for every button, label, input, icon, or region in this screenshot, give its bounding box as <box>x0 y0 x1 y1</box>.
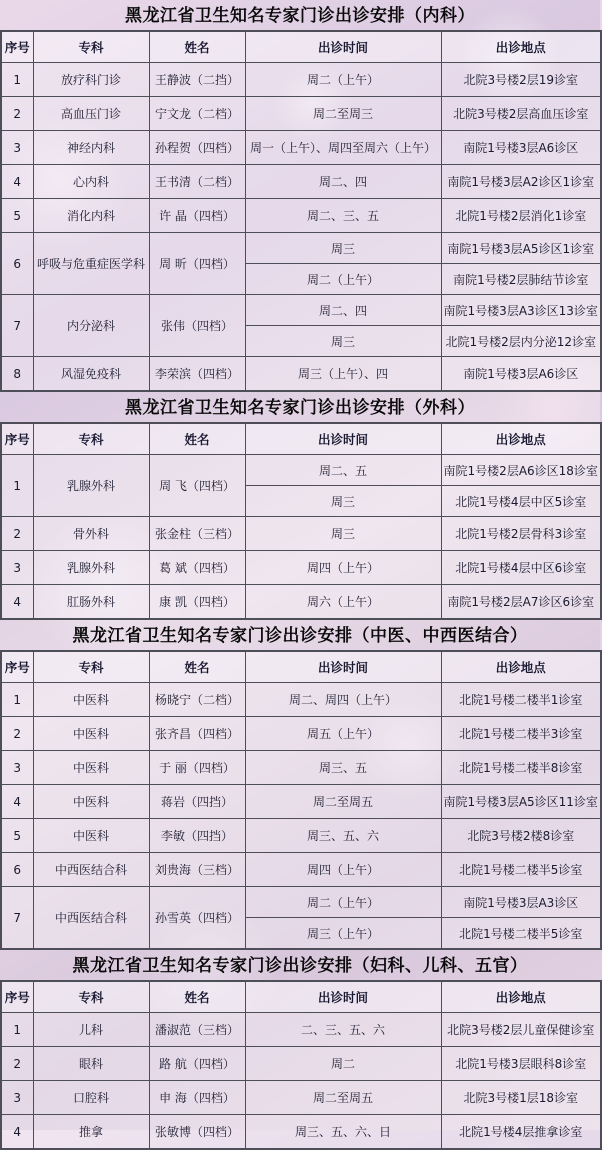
col-header-time: 出诊时间 <box>245 981 441 1013</box>
table-row <box>1 131 601 165</box>
table-title-gyn-ped-ent: 黑龙江省卫生知名专家门诊出诊安排（妇科、儿科、五官） <box>72 956 528 976</box>
row-specialty: 中医科 <box>33 819 149 853</box>
row-time: 周三 <box>245 326 441 357</box>
row-specialty: 中医科 <box>33 717 149 751</box>
row-no: 2 <box>1 97 33 131</box>
row-location: 南院1号楼3层A6诊区 <box>441 131 601 165</box>
table-row <box>1 63 601 97</box>
col-header-location: 出诊地点 <box>441 423 601 455</box>
row-location: 北院1号楼2层内分泌12诊室 <box>441 326 601 357</box>
header-row <box>1 31 601 63</box>
row-specialty: 肛肠外科 <box>33 585 149 620</box>
row-location: 北院3号楼1层18诊室 <box>441 1081 601 1115</box>
row-name: 张齐昌（四档） <box>149 717 245 751</box>
table-header <box>1 651 601 683</box>
col-header-no: 序号 <box>1 981 33 1013</box>
col-header-no: 序号 <box>1 31 33 63</box>
col-header-time: 出诊时间 <box>245 31 441 63</box>
row-name: 路 航（四档） <box>149 1047 245 1081</box>
col-header-location: 出诊地点 <box>441 651 601 683</box>
col-header-name: 姓名 <box>149 981 245 1013</box>
header-row <box>1 651 601 683</box>
row-location: 北院1号楼二楼半1诊室 <box>441 683 601 717</box>
row-specialty: 中西医结合科 <box>33 887 149 950</box>
table-row <box>1 717 601 751</box>
schedule-section-gyn-ped-ent <box>0 950 600 1150</box>
row-name: 许 晶（四档） <box>149 199 245 233</box>
row-specialty: 乳腺外科 <box>33 455 149 517</box>
row-time: 周三 <box>245 233 441 264</box>
table-row <box>1 295 601 326</box>
row-time: 周二、四 <box>245 295 441 326</box>
table-row <box>1 97 601 131</box>
schedule-table-surgery <box>0 422 602 620</box>
row-no: 1 <box>1 683 33 717</box>
row-no: 2 <box>1 717 33 751</box>
row-name: 李荣滨（四档） <box>149 357 245 392</box>
row-location: 北院1号楼二楼半5诊室 <box>441 853 601 887</box>
row-name: 孙程贺（四档） <box>149 131 245 165</box>
schedule-table-internal-medicine <box>0 30 602 392</box>
row-no: 4 <box>1 1115 33 1150</box>
row-no: 6 <box>1 233 33 295</box>
row-location: 南院1号楼3层A2诊区1诊室 <box>441 165 601 199</box>
table-title-surgery: 黑龙江省卫生知名专家门诊出诊安排（外科） <box>125 398 475 418</box>
row-no: 4 <box>1 785 33 819</box>
row-time: 周二、周四（上午） <box>245 683 441 717</box>
row-location: 南院1号楼3层A5诊区1诊室 <box>441 233 601 264</box>
col-header-name: 姓名 <box>149 423 245 455</box>
row-location: 北院1号楼二楼半8诊室 <box>441 751 601 785</box>
row-name: 李敏（四挡） <box>149 819 245 853</box>
row-no: 3 <box>1 751 33 785</box>
col-header-name: 姓名 <box>149 651 245 683</box>
row-location: 南院1号楼3层A6诊区 <box>441 357 601 392</box>
row-time: 周二（上午） <box>245 264 441 295</box>
row-name: 张敏博（四档） <box>149 1115 245 1150</box>
table-row <box>1 819 601 853</box>
row-name: 康 凯（四档） <box>149 585 245 620</box>
table-row <box>1 1013 601 1047</box>
table-row <box>1 233 601 264</box>
schedule-section-surgery <box>0 392 600 620</box>
row-time: 周二至周五 <box>245 785 441 819</box>
row-location: 北院3号楼2层儿童保健诊室 <box>441 1013 601 1047</box>
table-row <box>1 1047 601 1081</box>
row-time: 周二至周五 <box>245 1081 441 1115</box>
row-location: 南院1号楼3层A5诊区11诊室 <box>441 785 601 819</box>
col-header-name: 姓名 <box>149 31 245 63</box>
row-name: 葛 斌（四档） <box>149 551 245 585</box>
row-name: 申 海（四档） <box>149 1081 245 1115</box>
table-row <box>1 165 601 199</box>
table-row <box>1 551 601 585</box>
schedule-table-tcm-integrative <box>0 650 602 950</box>
row-time: 周二 <box>245 1047 441 1081</box>
row-specialty: 口腔科 <box>33 1081 149 1115</box>
row-location: 北院1号楼二楼半5诊室 <box>441 918 601 950</box>
header-row <box>1 981 601 1013</box>
table-body <box>1 455 601 620</box>
row-time: 周三、五、六、日 <box>245 1115 441 1150</box>
table-row <box>1 1115 601 1150</box>
row-name: 王书清（二档） <box>149 165 245 199</box>
table-row <box>1 853 601 887</box>
row-specialty: 中医科 <box>33 751 149 785</box>
row-location: 南院1号楼2层肺结节诊室 <box>441 264 601 295</box>
row-location: 北院1号楼2层骨科3诊室 <box>441 517 601 551</box>
row-time: 周三、五、六 <box>245 819 441 853</box>
row-specialty: 眼科 <box>33 1047 149 1081</box>
col-header-specialty: 专科 <box>33 651 149 683</box>
row-time: 周二、四 <box>245 165 441 199</box>
row-time: 周二、三、五 <box>245 199 441 233</box>
row-specialty: 呼吸与危重症医学科 <box>33 233 149 295</box>
row-specialty: 内分泌科 <box>33 295 149 357</box>
row-name: 张金柱（三档） <box>149 517 245 551</box>
row-time: 周二、五 <box>245 455 441 486</box>
table-body <box>1 1013 601 1150</box>
table-row <box>1 887 601 918</box>
col-header-specialty: 专科 <box>33 981 149 1013</box>
row-no: 3 <box>1 551 33 585</box>
schedule-section-internal-medicine <box>0 0 600 392</box>
row-specialty: 骨外科 <box>33 517 149 551</box>
row-location: 北院1号楼2层消化1诊室 <box>441 199 601 233</box>
table-header <box>1 423 601 455</box>
row-time: 周三 <box>245 517 441 551</box>
row-name: 孙雪英（四档） <box>149 887 245 950</box>
row-no: 5 <box>1 199 33 233</box>
row-name: 于 丽（四档） <box>149 751 245 785</box>
row-time: 二、三、五、六 <box>245 1013 441 1047</box>
row-location: 北院1号楼4层中区6诊室 <box>441 551 601 585</box>
row-time: 周三 <box>245 486 441 517</box>
schedule-section-tcm-integrative <box>0 620 600 950</box>
row-location: 北院1号楼4层推拿诊室 <box>441 1115 601 1150</box>
row-specialty: 风湿免疫科 <box>33 357 149 392</box>
table-body <box>1 683 601 950</box>
table-body <box>1 63 601 392</box>
row-name: 周 飞（四档） <box>149 455 245 517</box>
table-row <box>1 585 601 620</box>
row-time: 周一（上午）、周四至周六（上午） <box>245 131 441 165</box>
row-time: 周二（上午） <box>245 63 441 97</box>
row-location: 南院1号楼2层A6诊区18诊室 <box>441 455 601 486</box>
header-row <box>1 423 601 455</box>
row-location: 南院1号楼3层A3诊区 <box>441 887 601 918</box>
row-specialty: 儿科 <box>33 1013 149 1047</box>
row-specialty: 放疗科门诊 <box>33 63 149 97</box>
row-name: 张伟（四档） <box>149 295 245 357</box>
row-time: 周二至周三 <box>245 97 441 131</box>
schedule-table-gyn-ped-ent <box>0 980 602 1150</box>
row-specialty: 心内科 <box>33 165 149 199</box>
row-time: 周三（上午）、四 <box>245 357 441 392</box>
table-title-internal-medicine: 黑龙江省卫生知名专家门诊出诊安排（内科） <box>125 6 475 26</box>
row-name: 蒋岩（四挡） <box>149 785 245 819</box>
row-no: 3 <box>1 131 33 165</box>
row-location: 北院1号楼二楼半3诊室 <box>441 717 601 751</box>
table-row <box>1 785 601 819</box>
row-specialty: 神经内科 <box>33 131 149 165</box>
row-time: 周四（上午） <box>245 853 441 887</box>
row-name: 杨晓宁（二档） <box>149 683 245 717</box>
row-no: 7 <box>1 887 33 950</box>
row-specialty: 中医科 <box>33 683 149 717</box>
table-header <box>1 981 601 1013</box>
row-no: 6 <box>1 853 33 887</box>
row-time: 周五（上午） <box>245 717 441 751</box>
col-header-no: 序号 <box>1 651 33 683</box>
row-location: 北院1号楼3层眼科8诊室 <box>441 1047 601 1081</box>
col-header-no: 序号 <box>1 423 33 455</box>
col-header-specialty: 专科 <box>33 31 149 63</box>
row-specialty: 乳腺外科 <box>33 551 149 585</box>
row-time: 周三、五 <box>245 751 441 785</box>
row-location: 北院1号楼4层中区5诊室 <box>441 486 601 517</box>
table-header <box>1 31 601 63</box>
row-location: 南院1号楼3层A3诊区13诊室 <box>441 295 601 326</box>
row-name: 宁文龙（二档） <box>149 97 245 131</box>
row-location: 北院3号楼2层19诊室 <box>441 63 601 97</box>
row-name: 王静波（二挡） <box>149 63 245 97</box>
row-time: 周六（上午） <box>245 585 441 620</box>
row-no: 4 <box>1 165 33 199</box>
row-time: 周三（上午） <box>245 918 441 950</box>
row-name: 周 昕（四档） <box>149 233 245 295</box>
row-specialty: 推拿 <box>33 1115 149 1150</box>
col-header-location: 出诊地点 <box>441 981 601 1013</box>
row-specialty: 高血压门诊 <box>33 97 149 131</box>
table-row <box>1 1081 601 1115</box>
table-row <box>1 357 601 392</box>
row-no: 3 <box>1 1081 33 1115</box>
row-no: 7 <box>1 295 33 357</box>
col-header-specialty: 专科 <box>33 423 149 455</box>
row-no: 1 <box>1 455 33 517</box>
table-row <box>1 683 601 717</box>
col-header-time: 出诊时间 <box>245 651 441 683</box>
row-specialty: 消化内科 <box>33 199 149 233</box>
table-row <box>1 455 601 486</box>
row-location: 北院3号楼2楼8诊室 <box>441 819 601 853</box>
row-name: 潘淑范（三档） <box>149 1013 245 1047</box>
col-header-location: 出诊地点 <box>441 31 601 63</box>
row-time: 周四（上午） <box>245 551 441 585</box>
row-location: 北院3号楼2层高血压诊室 <box>441 97 601 131</box>
row-no: 2 <box>1 517 33 551</box>
table-row <box>1 517 601 551</box>
table-row <box>1 751 601 785</box>
row-no: 4 <box>1 585 33 620</box>
row-location: 南院1号楼2层A7诊区6诊室 <box>441 585 601 620</box>
row-no: 2 <box>1 1047 33 1081</box>
row-no: 1 <box>1 1013 33 1047</box>
col-header-time: 出诊时间 <box>245 423 441 455</box>
row-name: 刘贵海（三档） <box>149 853 245 887</box>
row-no: 5 <box>1 819 33 853</box>
row-specialty: 中医科 <box>33 785 149 819</box>
row-specialty: 中西医结合科 <box>33 853 149 887</box>
row-time: 周二（上午） <box>245 887 441 918</box>
table-title-tcm-integrative: 黑龙江省卫生知名专家门诊出诊安排（中医、中西医结合） <box>72 626 528 646</box>
row-no: 8 <box>1 357 33 392</box>
row-no: 1 <box>1 63 33 97</box>
table-row <box>1 199 601 233</box>
